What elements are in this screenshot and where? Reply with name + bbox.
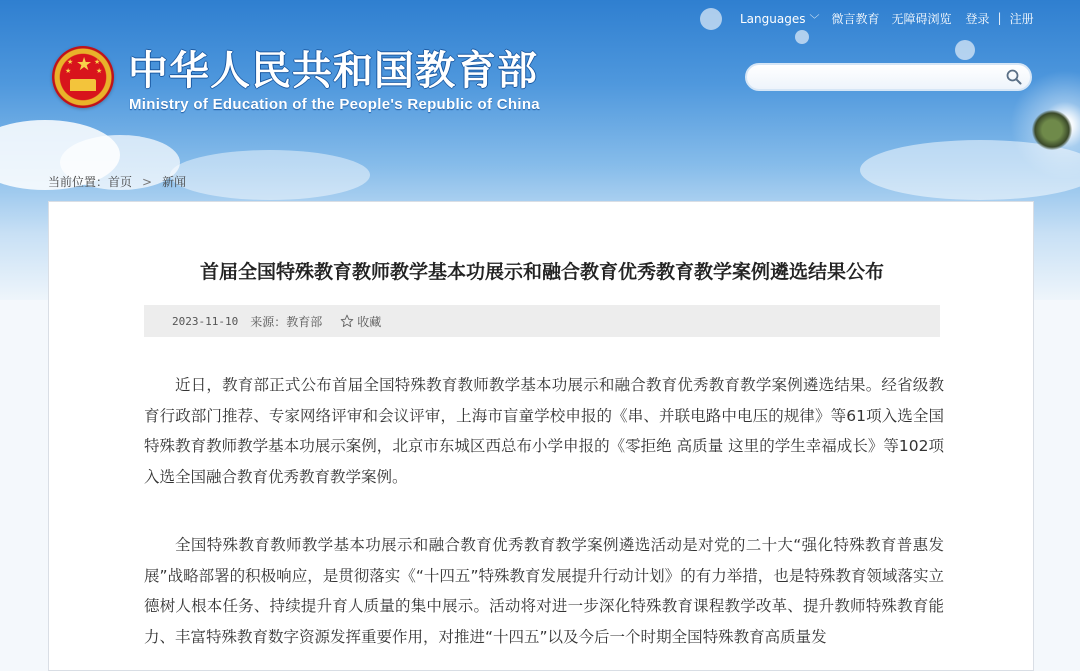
- favorite-button[interactable]: [340, 313, 381, 330]
- top-navigation: [740, 10, 1034, 26]
- article-card: [48, 201, 1034, 671]
- article-title: 首届全国特殊教育教师教学基本功展示和融合教育优秀教育教学案例遴选结果公布: [199, 261, 884, 283]
- breadcrumb-news-link[interactable]: 新闻: [162, 175, 187, 189]
- star-icon: [340, 314, 354, 328]
- article-source: 来源：教育部: [250, 314, 323, 329]
- sparkle-decoration: [700, 8, 722, 30]
- emblem-gate: [70, 79, 96, 91]
- article-meta-bar: [144, 305, 940, 337]
- search-input[interactable]: [759, 65, 1003, 91]
- emblem-star: ★: [67, 58, 74, 66]
- emblem-star: ★: [65, 67, 72, 75]
- article-paragraph: 全国特殊教育教师教学基本功展示和融合教育优秀教育教学案例遴选活动是对党的二十大“强化特殊教育普惠发展”战略部署的积极响应，是贯彻落实《“十四五”特殊教育发展提升行动计划》的有力举措，也是特殊教育领域落实立德树人根本任务、持续提升育人质量的集中展示。活动将对进一步深化特殊教育课程教学改革、提升教师特殊教育能力、丰富特殊教育数字资源发挥重要作用，对推进“十四五”以及今后一个时期全国特殊教育高质量发: [144, 536, 944, 646]
- search-box: [745, 63, 1032, 91]
- emblem-star: ★: [96, 67, 103, 75]
- favorite-label: 收藏: [357, 314, 382, 329]
- article-paragraph: 近日，教育部正式公布首届全国特殊教育教师教学基本功展示和融合教育优秀教育教学案例遴选结果。经省级教育行政部门推荐、专家网络评审和会议评审，上海市盲童学校申报的《串、并联电路中电压的规律》等61项入选全国特殊教育教师教学基本功展示案例，北京市东城区西总布小学申报的《零拒绝 高质量 这里的学生幸福成长》等102项入选全国融合教育优秀教育教学案例。: [144, 376, 944, 486]
- sparkle-decoration: [795, 30, 809, 44]
- register-link[interactable]: 注册: [1009, 11, 1034, 26]
- cloud-decoration: [170, 150, 370, 200]
- nav-divider: |: [997, 11, 1002, 25]
- languages-dropdown[interactable]: [740, 11, 819, 26]
- breadcrumb-home-link[interactable]: 首页: [108, 175, 133, 189]
- breadcrumb-separator: >: [142, 174, 153, 189]
- breadcrumb: [48, 173, 186, 190]
- site-title[interactable]: 中华人民共和国教育部: [128, 48, 538, 94]
- chevron-down-icon: ﹀: [809, 14, 820, 26]
- accessible-browsing-link[interactable]: 无障碍浏览: [891, 11, 952, 26]
- breadcrumb-label: 当前位置：: [48, 175, 109, 189]
- languages-label: Languages: [740, 11, 806, 26]
- emblem-star: ★: [76, 54, 93, 75]
- dandelion-decoration: [1032, 110, 1072, 150]
- emblem-star: ★: [94, 58, 101, 66]
- login-link[interactable]: 登录: [965, 11, 990, 26]
- sparkle-decoration: [955, 40, 975, 60]
- national-emblem: [52, 46, 114, 108]
- search-icon[interactable]: [1006, 69, 1022, 85]
- site-subtitle: Ministry of Education of the People's Republic of China: [129, 96, 540, 113]
- weibo-link[interactable]: 微言教育: [831, 11, 880, 26]
- publish-date: 2023-11-10: [172, 314, 239, 328]
